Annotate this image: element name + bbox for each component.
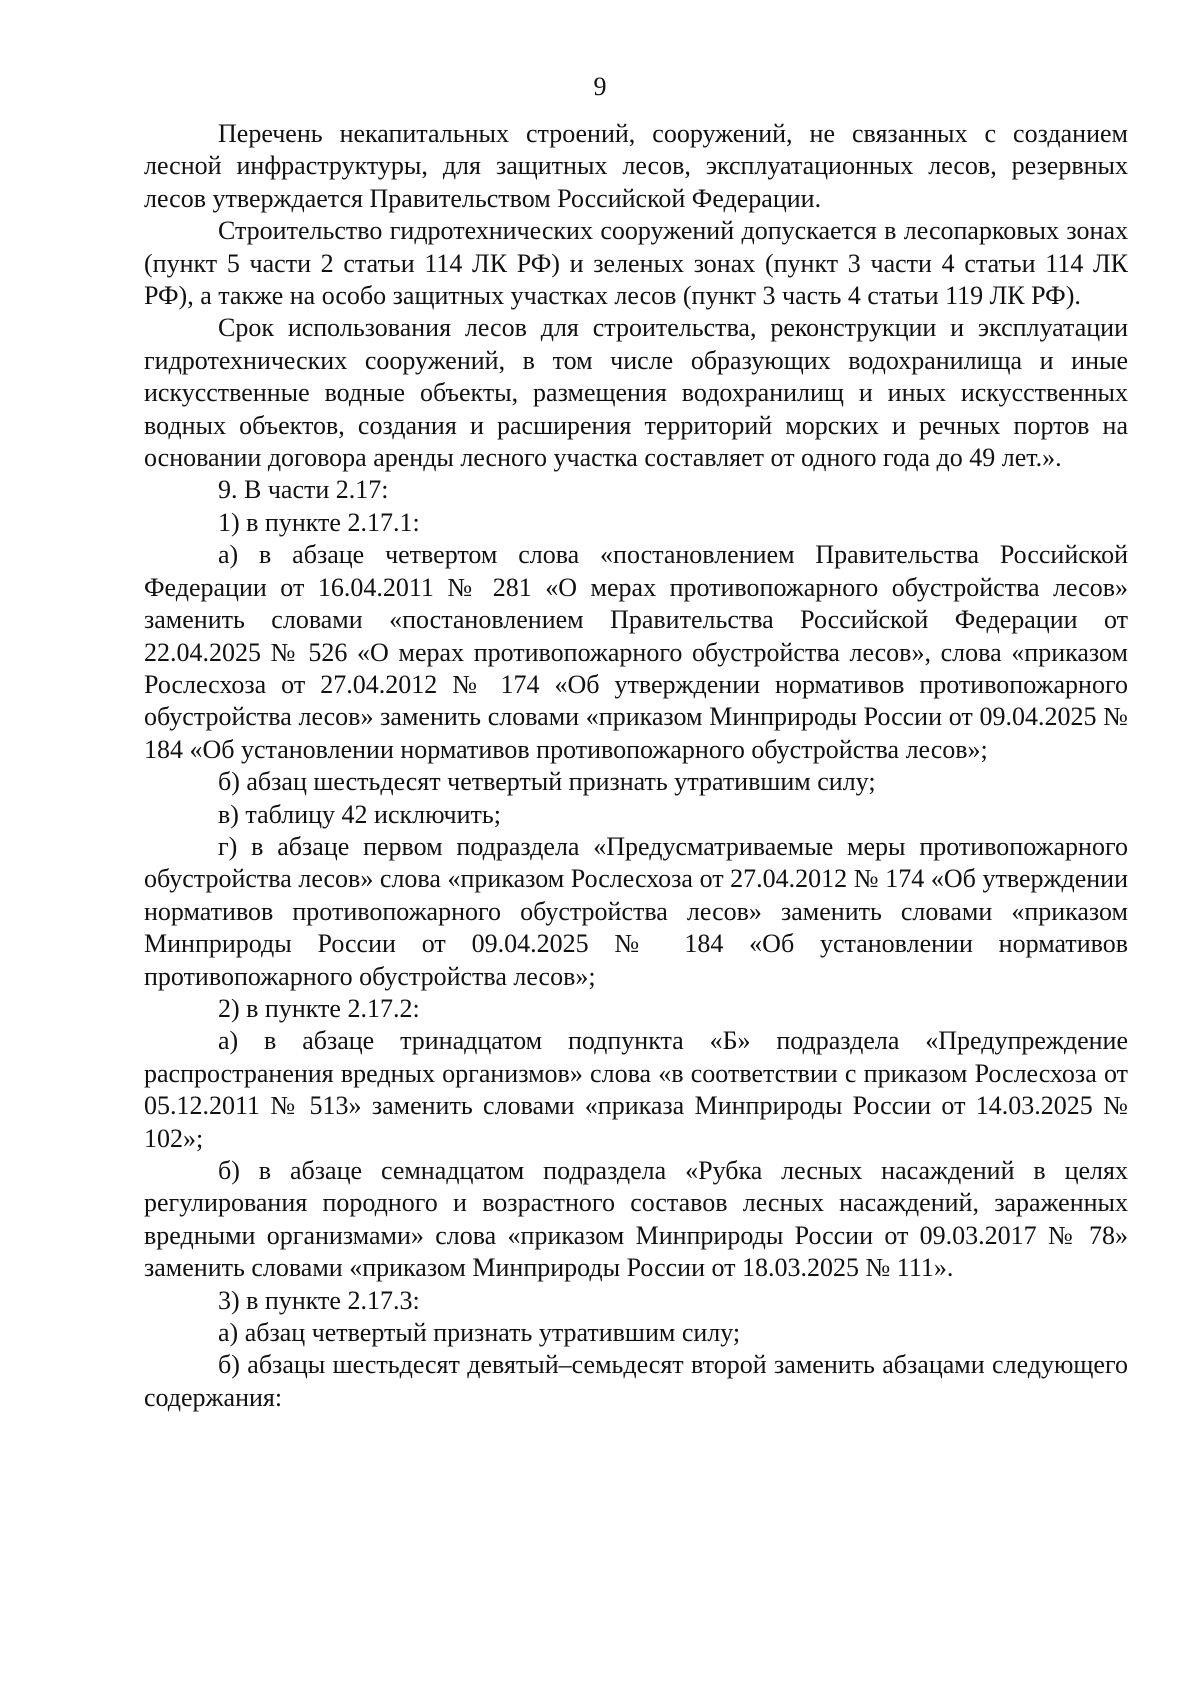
page-number: 9 (593, 72, 607, 101)
paragraph-usage-term: Срок использования лесов для строительства, реконструкции и эксплуатации гидротехнических сооружений, в том числе образующих водохранилища и иные искусственные водные объекты, размещения водохранилищ и иных искусственных водных объектов, создания и расширения территорий морских и речных портов на основании договора аренды лесного участка составляет от одного года до 49 лет.». (144, 313, 1128, 473)
paragraph-2-17-2-a: а) в абзаце тринадцатом подпункта «Б» подраздела «Предупреждение распространения вредных организмов» слова «в соответствии с приказом Рослесхоза от 05.12.2011 № 513» заменить словами «приказа Минприроды России от 14.03.2025 № 102»; (144, 1026, 1128, 1153)
paragraph-subitem-2-17-1: 1) в пункте 2.17.1: (218, 507, 420, 537)
paragraph-noncapital-structures: Перечень некапитальных строений, сооружений, не связанных с созданием лесной инфраструктуры, для защитных лесов, эксплуатационных лесов, резервных лесов утверждается Правительством Российской Федерации. (144, 119, 1128, 213)
paragraph-2-17-3-b: б) абзацы шестьдесят девятый–семьдесят второй заменить абзацами следующего содержания: (144, 1350, 1128, 1412)
paragraph-2-17-1-b: б) абзац шестьдесят четвертый признать утратившим силу; (218, 767, 876, 797)
paragraph-subitem-2-17-2: 2) в пункте 2.17.2: (218, 993, 420, 1023)
paragraph-2-17-1-g: г) в абзаце первом подраздела «Предусматриваемые меры противопожарного обустройства лесов» слова «приказом Рослесхоза от 27.04.2012 № 174 «Об утверждении нормативов противопожарного обустройства лесов» заменить словами «приказом Минприроды России от 09.04.2025 № 184 «Об установлении нормативов противопожарного обустройства лесов»; (144, 831, 1128, 991)
document-body (144, 118, 1128, 1414)
paragraph-2-17-1-a: а) в абзаце четвертом слова «постановлением Правительства Российской Федерации от 16.04.2011 № 281 «О мерах противопожарного обустройства лесов» заменить словами «постановлением Правительства Российской Федерации от 22.04.2025 № 526 «О мерах противопожарного обустройства лесов», слова «приказом Рослесхоза от 27.04.2012 № 174 «Об утверждении нормативов противопожарного обустройства лесов» заменить словами «приказом Минприроды России от 09.04.2025 № 184 «Об установлении нормативов противопожарного обустройства лесов»; (144, 540, 1128, 764)
paragraph-2-17-2-b: б) в абзаце семнадцатом подраздела «Рубка лесных насаждений в целях регулирования породного и возрастного составов лесных насаждений, зараженных вредными организмами» слова «приказом Минприроды России от 09.03.2017 № 78» заменить словами «приказом Минприроды России от 18.03.2025 № 111». (144, 1156, 1128, 1283)
paragraph-subitem-2-17-3: 3) в пункте 2.17.3: (218, 1285, 420, 1315)
paragraph-item-9: 9. В части 2.17: (218, 475, 389, 505)
paragraph-hydraulic-construction: Строительство гидротехнических сооружений допускается в лесопарковых зонах (пункт 5 части 2 статьи 114 ЛК РФ) и зеленых зонах (пункт 3 части 4 статьи 114 ЛК РФ), а также на особо защитных участках лесов (пункт 3 часть 4 статьи 119 ЛК РФ). (144, 216, 1128, 311)
paragraph-2-17-3-a: а) абзац четвертый признать утратившим силу; (218, 1318, 741, 1348)
paragraph-2-17-1-v: в) таблицу 42 исключить; (218, 799, 501, 829)
